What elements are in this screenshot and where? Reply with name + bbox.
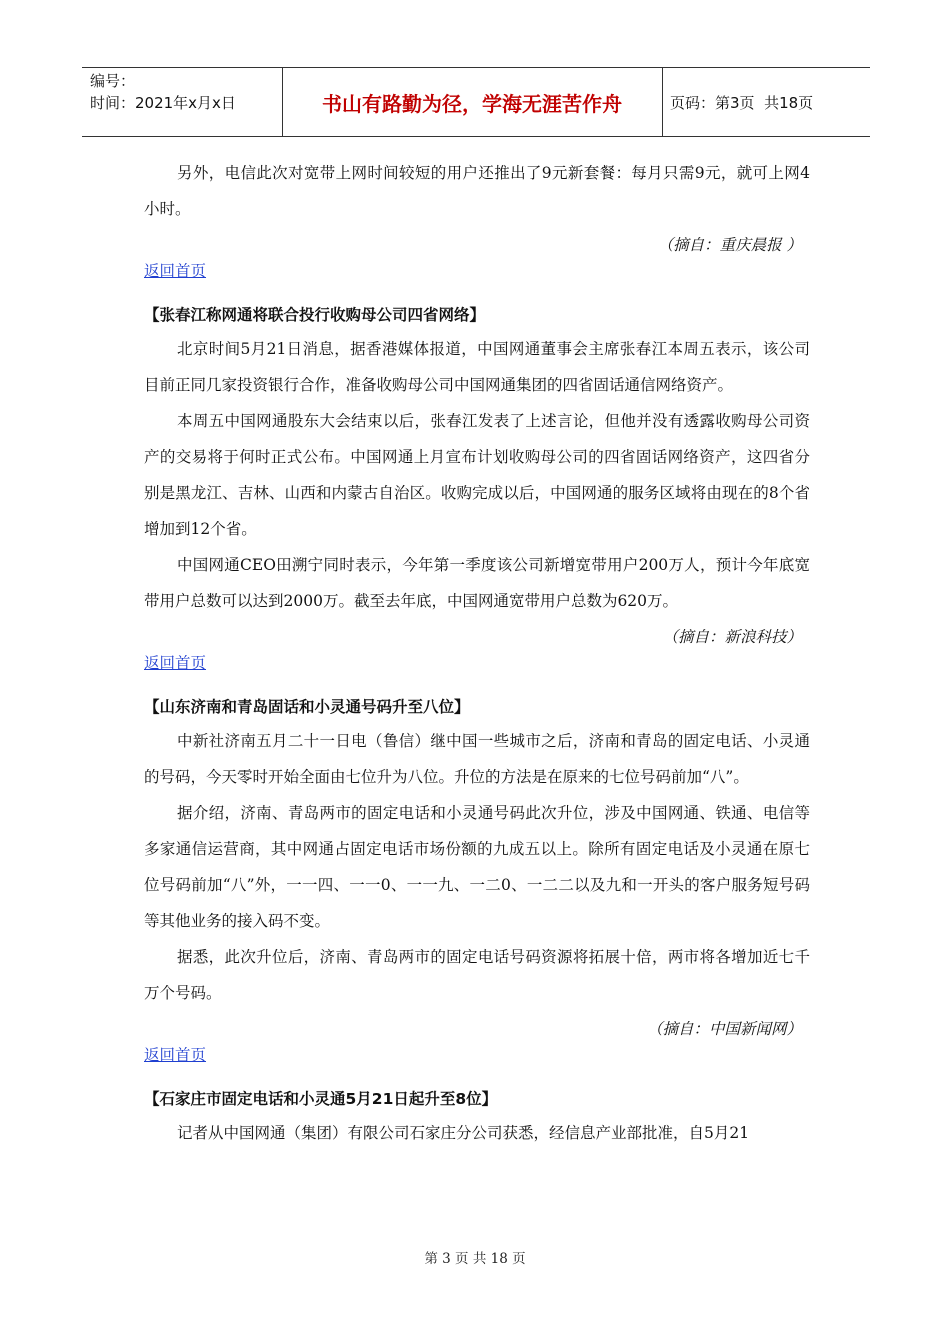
article-paragraph: 据介绍，济南、青岛两市的固定电话和小灵通号码此次升位，涉及中国网通、铁通、电信等多家通信运营商，其中网通占固定电话市场份额的九成五以上。除所有固定电话及小灵通在原七位号码前加“八”外，一一四、一一0、一一九、一二0、一二二以及九和一开头的客户服务短号码等其他业务的接入码不变。	[144, 804, 810, 930]
header-motto: 书山有路勤为径，学海无涯苦作舟	[282, 68, 663, 136]
article-title: 【山东济南和青岛固话和小灵通号码升至八位】	[144, 698, 470, 716]
page-label: 页码：第3页 共18页	[670, 93, 814, 112]
article-paragraph: 据悉，此次升位后，济南、青岛两市的固定电话号码资源将拓展十倍，两市将各增加近七千万个号码。	[144, 948, 810, 1002]
article-paragraph: 记者从中国网通（集团）有限公司石家庄分公司获悉，经信息产业部批准，自5月21	[177, 1124, 750, 1142]
number-label: 编号：	[90, 72, 136, 90]
article-paragraph: 中新社济南五月二十一日电（鲁信）继中国一些城市之后，济南和青岛的固定电话、小灵通的号码，今天零时开始全面由七位升为八位。升位的方法是在原来的七位号码前加“八”。	[144, 732, 810, 786]
article-3	[144, 1083, 810, 1151]
back-to-home-link[interactable]: 返回首页	[144, 654, 207, 672]
article-1	[144, 299, 810, 677]
header-page-cell	[662, 68, 870, 136]
page-footer	[0, 1247, 950, 1267]
article-title: 【张春江称网通将联合投行收购母公司四省网络】	[144, 306, 486, 324]
header-meta-cell	[82, 68, 283, 136]
article-2	[144, 691, 810, 1069]
article-paragraph: 中国网通CEO田溯宁同时表示，今年第一季度该公司新增宽带用户200万人，预计今年底宽带用户总数可以达到2000万。截至去年底，中国网通宽带用户总数为620万。	[144, 556, 810, 610]
footer-page-number: 第 3 页 共 18 页	[424, 1251, 526, 1267]
back-to-home-link[interactable]: 返回首页	[144, 1046, 207, 1064]
header-table	[82, 67, 870, 137]
time-label: 时间：2021年x月x日	[90, 94, 236, 112]
article-title: 【石家庄市固定电话和小灵通5月21日起升至8位】	[144, 1090, 498, 1108]
document-body	[144, 155, 810, 1151]
back-to-home-link[interactable]: 返回首页	[144, 262, 207, 280]
intro-paragraph: 另外，电信此次对宽带上网时间较短的用户还推出了9元新套餐：每月只需9元，就可上网4小时。	[144, 164, 810, 218]
article-source: （摘自：中国新闻网）	[646, 1020, 802, 1038]
article-paragraph: 北京时间5月21日消息，据香港媒体报道，中国网通董事会主席张春江本周五表示，该公司目前正同几家投资银行合作，准备收购母公司中国网通集团的四省固话通信网络资产。	[144, 340, 810, 394]
article-source: （摘自：新浪科技）	[662, 628, 802, 646]
intro-source: （摘自：重庆晨报 ）	[657, 236, 802, 254]
article-paragraph: 本周五中国网通股东大会结束以后，张春江发表了上述言论，但他并没有透露收购母公司资产的交易将于何时正式公布。中国网通上月宣布计划收购母公司的四省固话网络资产，这四省分别是黑龙江、吉林、山西和内蒙古自治区。收购完成以后，中国网通的服务区域将由现在的8个省增加到12个省。	[144, 412, 810, 538]
